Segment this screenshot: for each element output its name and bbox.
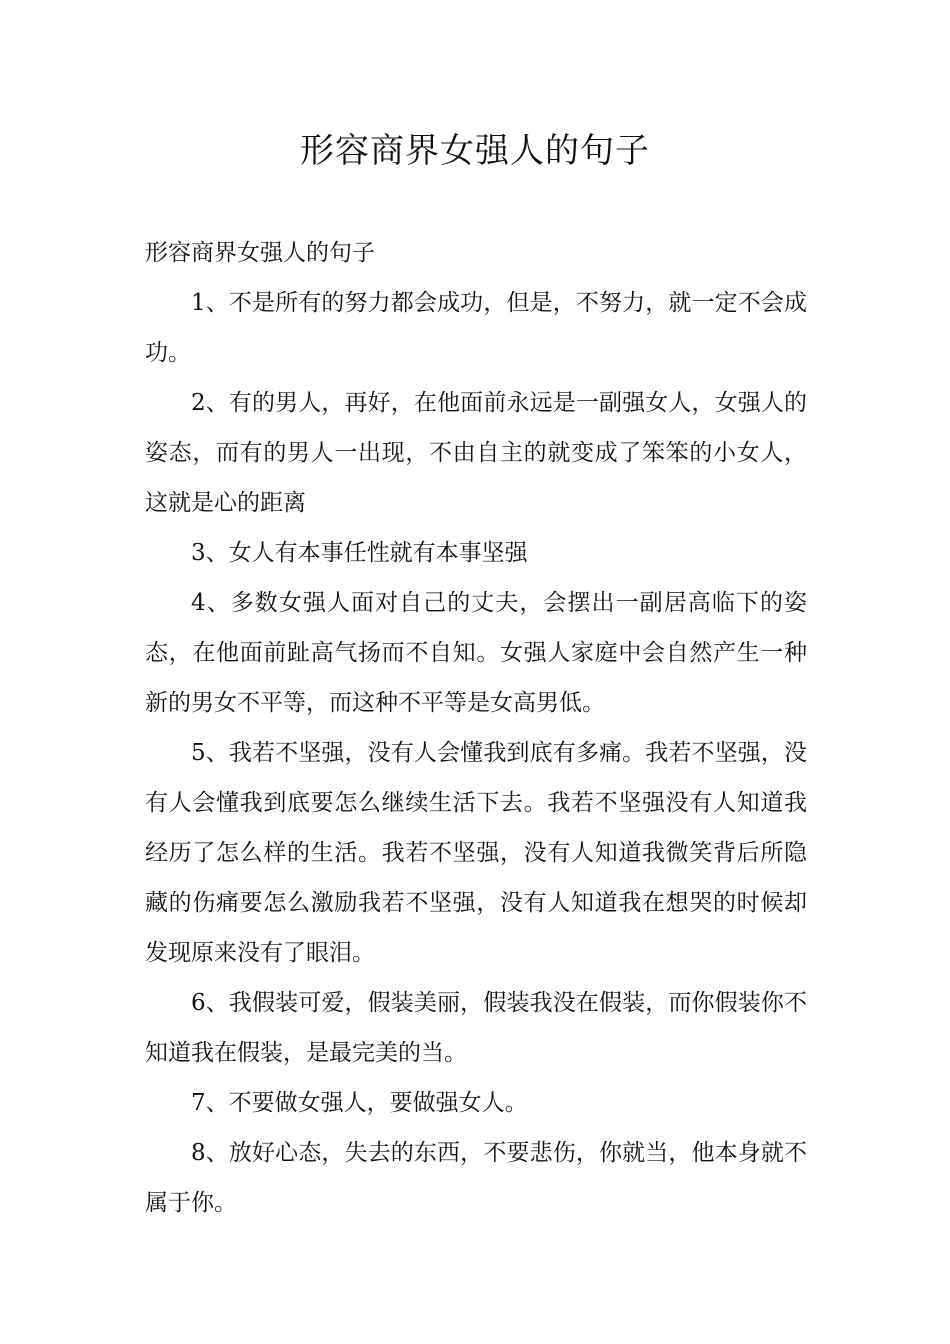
paragraph-7: 7、不要做女强人，要做强女人。 [191, 1090, 528, 1116]
paragraph-4: 4、多数女强人面对自己的丈夫，会摆出一副居高临下的姿态，在他面前趾高气扬而不自知。女强人家庭中会自然产生一种新的男女不平等，而这种不平等是女高男低。 [145, 590, 807, 716]
paragraph-5: 5、我若不坚强，没有人会懂我到底有多痛。我若不坚强，没有人会懂我到底要怎么继续生活下去。我若不坚强没有人知道我经历了怎么样的生活。我若不坚强，没有人知道我微笑背后所隐藏的伤痛要怎么激励我若不坚强，没有人知道我在想哭的时候却发现原来没有了眼泪。 [145, 740, 807, 966]
paragraph-8: 8、放好心态，失去的东西，不要悲伤，你就当，他本身就不属于你。 [145, 1140, 807, 1216]
document-body [145, 228, 807, 1228]
document-title: 形容商界女强人的句子 [300, 131, 650, 171]
paragraph-2: 2、有的男人，再好，在他面前永远是一副强女人，女强人的姿态，而有的男人一出现，不由自主的就变成了笨笨的小女人，这就是心的距离 [145, 390, 807, 516]
paragraph-1: 1、不是所有的努力都会成功，但是，不努力，就一定不会成功。 [145, 290, 807, 366]
paragraph-6: 6、我假装可爱，假装美丽，假装我没在假装，而你假装你不知道我在假装，是最完美的当。 [145, 990, 807, 1066]
paragraph-3: 3、女人有本事任性就有本事坚强 [191, 540, 528, 566]
document-subtitle: 形容商界女强人的句子 [145, 240, 375, 266]
